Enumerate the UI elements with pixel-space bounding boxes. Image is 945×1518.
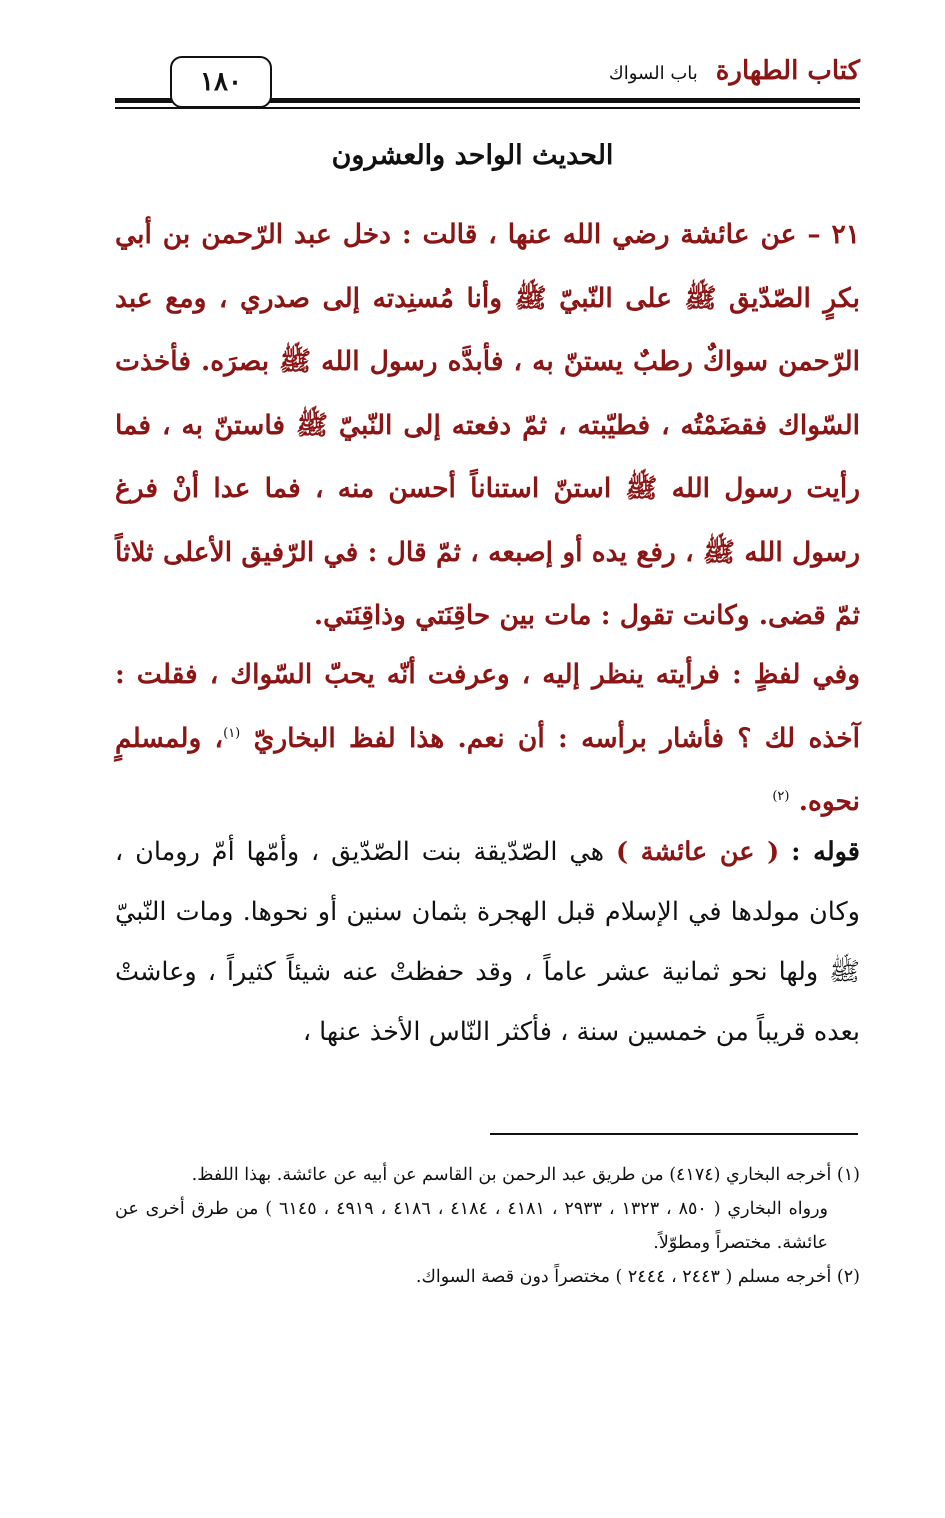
- header-titles: [609, 56, 860, 86]
- book-title: كتاب الطهارة: [715, 56, 860, 86]
- page-header: [115, 52, 860, 112]
- footnote-ref-1[interactable]: (١): [223, 725, 241, 741]
- footnote-1-continuation: ورواه البخاري ( ٨٥٠ ، ١٣٢٣ ، ٢٩٣٣ ، ٤١٨١ ، ٤١٨٤ ، ٤١٨٦ ، ٤٩١٩ ، ٦١٤٥ ) من طرق أخرى عن عائشة. مختصراً ومطوّلاً.: [115, 1199, 828, 1253]
- variant-text-end: ، ولمسلمٍ نحوه.: [115, 722, 860, 817]
- footnote-2: (٢) أخرجه مسلم ( ٢٤٤٣ ، ٢٤٤٤ ) مختصراً دون قصة السواك.: [415, 1267, 860, 1287]
- chapter-title: باب السواك: [608, 63, 698, 84]
- hadith-variant: [115, 643, 860, 834]
- commentary-quote: ( عن عائشة ): [615, 837, 780, 867]
- footnote-separator: [490, 1133, 858, 1135]
- section-title: الحديث الواحد والعشرون: [331, 140, 614, 171]
- variant-text: وفي لفظٍ : فرأيته ينظر إليه ، وعرفت أنّه يحبّ السّواك ، فقلت : آخذه لك ؟ فأشار برأسه : أن نعم. هذا لفظ البخاريّ: [115, 659, 860, 754]
- footnotes: [115, 1158, 860, 1294]
- page-number: ١٨٠: [170, 56, 272, 108]
- hadith-text: ٢١ – عن عائشة رضي الله عنها ، قالت : دخل عبد الرّحمن بن أبي بكرٍ الصّدّيق ﷺ على النّبيّ ﷺ وأنا مُسنِدته إلى صدري ، ومع عبد الرّحمن سواكٌ رطبٌ يستنّ به ، فأبدَّه رسول الله ﷺ بصرَه. فأخذت السّواك فقضَمْتُه ، فطيّبته ، ثمّ دفعته إلى النّبيّ ﷺ فاستنّ به ، فما رأيت رسول الله ﷺ استنّ استناناً أحسن منه ، فما عدا أنْ فرغ رسول الله ﷺ ، رفع يده أو إصبعه ، ثمّ قال : في الرّفيق الأعلى ثلاثاً ثمّ قضى. وكانت تقول : مات بين حاقِنَتي وذاقِنَتي.: [115, 219, 860, 631]
- footnote-1: (١) أخرجه البخاري (٤١٧٤) من طريق عبد الرحمن بن القاسم عن أبيه عن عائشة. بهذا اللفظ.: [191, 1165, 860, 1185]
- footnote-ref-2[interactable]: (٢): [772, 789, 790, 805]
- commentary-lead: قوله :: [791, 837, 860, 867]
- commentary: [115, 822, 860, 1062]
- commentary-text: هي الصّدّيقة بنت الصّدّيق ، وأمّها أمّ رومان ، وكان مولدها في الإسلام قبل الهجرة بثمان سنين أو نحوها. ومات النّبيّ ﷺ ولها نحو ثمانية عشر عاماً ، وقد حفظتْ عنه شيئاً كثيراً ، وعاشتْ بعده قريباً من خمسين سنة ، فأكثر النّاس الأخذ عنها ،: [115, 837, 860, 1047]
